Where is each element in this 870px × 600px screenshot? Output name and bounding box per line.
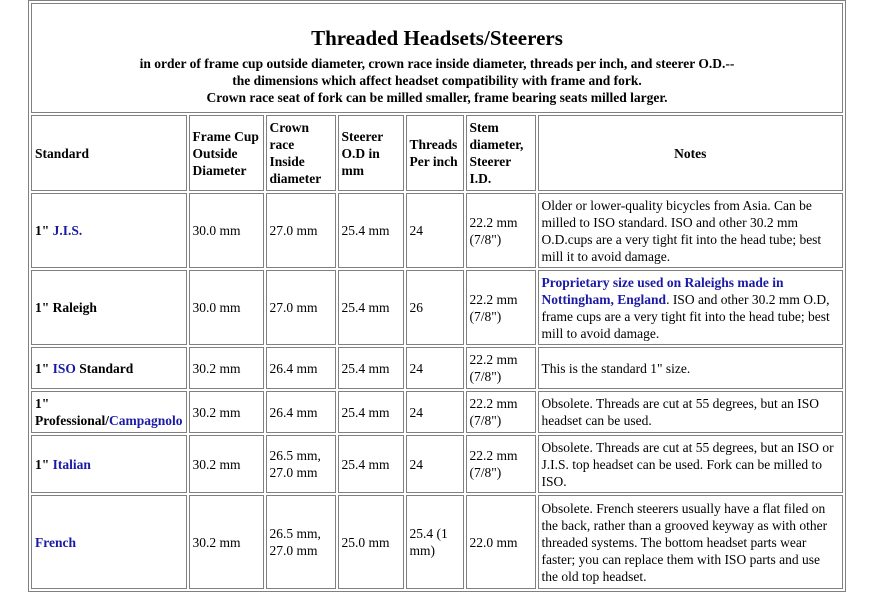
- standard-cell: [31, 347, 187, 389]
- stem-cell: 22.0 mm: [466, 495, 536, 589]
- notes-cell: [538, 270, 843, 345]
- frame-cup-cell: 30.0 mm: [189, 193, 264, 268]
- stem-cell: 22.2 mm (7/8"): [466, 435, 536, 493]
- stem-cell: 22.2 mm (7/8"): [466, 270, 536, 345]
- standard-link[interactable]: ISO: [52, 360, 76, 376]
- title-cell: [31, 3, 843, 113]
- col-frame-cup: Frame Cup Outside Diameter: [189, 115, 264, 191]
- table-row: [31, 193, 843, 268]
- threads-cell: 24: [406, 193, 464, 268]
- standard-label: 1": [35, 223, 53, 238]
- table-row: [31, 435, 843, 493]
- subtitle-line-1: in order of frame cup outside diameter, crown race inside diameter, threads per inch, and steerer O.D.--: [139, 56, 735, 71]
- steerer-cell: 25.4 mm: [338, 347, 404, 389]
- table-row: [31, 270, 843, 345]
- subtitle-line-2: the dimensions which affect headset compatibility with frame and fork.: [232, 73, 642, 88]
- col-stem: Stem diameter, Steerer I.D.: [466, 115, 536, 191]
- threads-cell: 24: [406, 435, 464, 493]
- standard-suffix: Standard: [75, 360, 134, 376]
- threads-cell: 26: [406, 270, 464, 345]
- steerer-cell: 25.4 mm: [338, 435, 404, 493]
- table-header-row: [31, 3, 843, 113]
- steerer-cell: 25.0 mm: [338, 495, 404, 589]
- frame-cup-cell: 30.2 mm: [189, 495, 264, 589]
- notes-cell: [538, 495, 843, 589]
- table-row: [31, 391, 843, 433]
- crown-race-cell: 27.0 mm: [266, 193, 336, 268]
- notes-cell: [538, 391, 843, 433]
- notes-text: . ISO and other 30.2 mm O.D, frame cups are a very tight fit into the head tube; best mill to avoid damage.: [541, 291, 830, 341]
- standard-label: 1": [35, 360, 53, 376]
- standard-link[interactable]: French: [35, 534, 76, 550]
- standard-cell: [31, 391, 187, 433]
- headset-table: [28, 0, 846, 592]
- crown-race-cell: 26.4 mm: [266, 347, 336, 389]
- column-header-row: [31, 115, 843, 191]
- stem-cell: 22.2 mm (7/8"): [466, 347, 536, 389]
- steerer-cell: 25.4 mm: [338, 193, 404, 268]
- col-crown-race: Crown race Inside diameter: [266, 115, 336, 191]
- threads-cell: 24: [406, 347, 464, 389]
- frame-cup-cell: 30.2 mm: [189, 435, 264, 493]
- notes-cell: [538, 347, 843, 389]
- frame-cup-cell: 30.0 mm: [189, 270, 264, 345]
- standard-cell: [31, 495, 187, 589]
- col-notes: Notes: [538, 115, 843, 191]
- notes-text: Older or lower-quality bicycles from Asia. Can be milled to ISO standard. ISO and other 30.2 mm O.D.cups are a very tight fit into the head tube; best mill it to avoid damage.: [541, 197, 822, 264]
- notes-text: This is the standard 1" size.: [541, 360, 691, 376]
- frame-cup-cell: 30.2 mm: [189, 391, 264, 433]
- notes-text: Obsolete. Threads are cut at 55 degrees, but an ISO headset can be used.: [541, 396, 820, 428]
- standard-label: 1": [35, 456, 53, 472]
- notes-text: Obsolete. French steerers usually have a flat filed on the back, rather than a grooved keyway as with other threaded systems. The bottom headset parts wear faster; you can replace them with ISO parts and use the old top headset.: [541, 500, 828, 584]
- table-row: [31, 347, 843, 389]
- crown-race-cell: 26.5 mm, 27.0 mm: [266, 495, 336, 589]
- standard-cell: [31, 270, 187, 345]
- standard-label: 1" Professional/: [35, 396, 109, 428]
- crown-race-cell: 26.4 mm: [266, 391, 336, 433]
- threads-cell: 24: [406, 391, 464, 433]
- stem-cell: 22.2 mm (7/8"): [466, 193, 536, 268]
- col-standard: Standard: [31, 115, 187, 191]
- crown-race-cell: 27.0 mm: [266, 270, 336, 345]
- threads-cell: 25.4 (1 mm): [406, 495, 464, 589]
- standard-label: 1" Raleigh: [35, 300, 97, 315]
- steerer-cell: 25.4 mm: [338, 391, 404, 433]
- standard-link[interactable]: J.I.S.: [52, 223, 83, 238]
- stem-cell: 22.2 mm (7/8"): [466, 391, 536, 433]
- crown-race-cell: 26.5 mm, 27.0 mm: [266, 435, 336, 493]
- notes-cell: [538, 435, 843, 493]
- steerer-cell: 25.4 mm: [338, 270, 404, 345]
- page-title: Threaded Headsets/Steerers: [311, 26, 563, 50]
- subtitle-line-3: Crown race seat of fork can be milled smaller, frame bearing seats milled larger.: [206, 90, 668, 105]
- col-steerer-od: Steerer O.D in mm: [338, 115, 404, 191]
- standard-cell: [31, 435, 187, 493]
- notes-cell: [538, 193, 843, 268]
- standard-link[interactable]: Italian: [52, 456, 91, 472]
- col-threads: Threads Per inch: [406, 115, 464, 191]
- standard-link[interactable]: Campagnolo: [109, 413, 183, 428]
- standard-cell: [31, 193, 187, 268]
- notes-link[interactable]: Proprietary size used on Raleighs made in Nottingham, England: [541, 274, 784, 307]
- notes-text: Obsolete. Threads are cut at 55 degrees, but an ISO or J.I.S. top headset can be used. Fork can be milled to ISO.: [541, 439, 834, 489]
- table-row: [31, 495, 843, 589]
- frame-cup-cell: 30.2 mm: [189, 347, 264, 389]
